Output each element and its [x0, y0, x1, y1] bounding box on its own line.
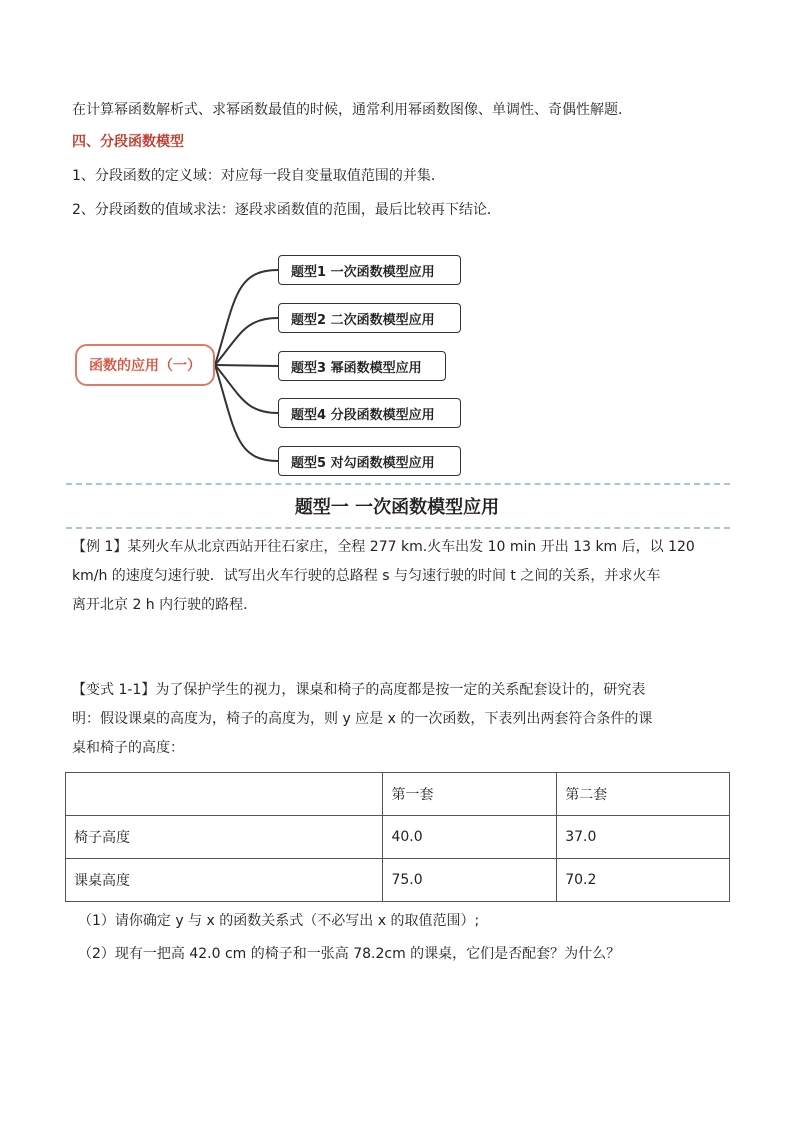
table-row	[66, 859, 730, 902]
table-cell: 75.0	[383, 859, 557, 902]
section-title: 题型一 一次函数模型应用	[294, 497, 500, 518]
variant-1-1	[72, 676, 732, 763]
table-cell: 70.2	[557, 859, 730, 902]
example-1-line-2: km/h 的速度匀速行驶．试写出火车行驶的总路程 s 与匀速行驶的时间 t 之间的关系，并求火车	[72, 568, 661, 584]
mindmap-branch-1: 题型1 一次函数模型应用	[278, 255, 461, 285]
mindmap-branch-2: 题型2 二次函数模型应用	[278, 303, 461, 333]
table-cell: 40.0	[383, 816, 557, 859]
question-2: （2）现有一把高 42.0 cm 的椅子和一张高 78.2cm 的课桌，它们是否配套？为什么？	[78, 946, 621, 962]
question-1: （1）请你确定 y 与 x 的函数关系式（不必写出 x 的取值范围）;	[78, 913, 480, 929]
variant-line-2: 明：假设课桌的高度为，椅子的高度为，则 y 应是 x 的一次函数，下表列出两套符合条件的课	[72, 711, 653, 727]
point-2: 2、分段函数的值域求法：逐段求函数值的范围，最后比较再下结论．	[72, 202, 501, 218]
variant-line-3: 桌和椅子的高度：	[72, 740, 184, 756]
table-header-cell	[66, 773, 383, 816]
table-row	[66, 816, 730, 859]
example-1-line-1: 【例 1】某列火车从北京西站开往石家庄，全程 277 km.火车出发 10 min 开出 13 km 后，以 120	[72, 539, 695, 555]
example-1-line-3: 离开北京 2 h 内行驶的路程．	[72, 597, 258, 613]
table-header-cell: 第一套	[383, 773, 557, 816]
mindmap-branch-3: 题型3 幂函数模型应用	[278, 351, 446, 381]
table-header-row	[66, 773, 730, 816]
variant-line-1: 【变式 1-1】为了保护学生的视力，课桌和椅子的高度都是按一定的关系配套设计的，研究表	[72, 682, 646, 698]
mindmap-branch-5: 题型5 对勾函数模型应用	[278, 446, 461, 476]
point-1: 1、分段函数的定义域：对应每一段自变量取值范围的并集．	[72, 168, 445, 184]
intro-text: 在计算幂函数解析式、求幂函数最值的时候，通常利用幂函数图像、单调性、奇偶性解题.	[72, 102, 623, 118]
height-table	[65, 772, 730, 902]
section-heading: 四、分段函数模型	[72, 134, 184, 150]
divider-top	[66, 483, 730, 485]
example-1	[72, 533, 732, 620]
table-cell: 椅子高度	[66, 816, 383, 859]
mindmap-root: 函数的应用（一）	[75, 344, 215, 386]
table-header-cell: 第二套	[557, 773, 730, 816]
table-cell: 37.0	[557, 816, 730, 859]
divider-bottom	[66, 527, 730, 529]
mindmap-branch-4: 题型4 分段函数模型应用	[278, 398, 461, 428]
table-cell: 课桌高度	[66, 859, 383, 902]
